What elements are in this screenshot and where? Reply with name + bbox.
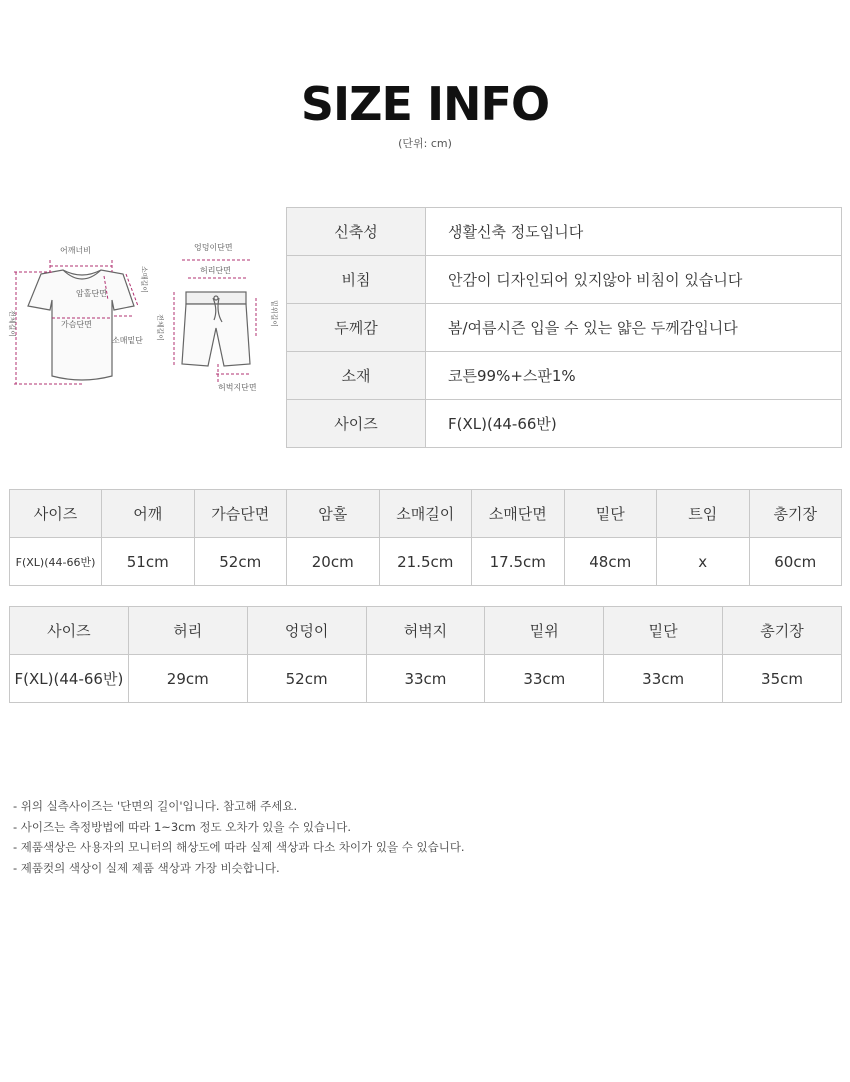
- notes-list: [13, 796, 465, 878]
- info-row: [287, 352, 842, 400]
- table-cell: 35cm: [723, 655, 842, 703]
- header-cell: 밑위: [485, 607, 604, 655]
- header-cell: 사이즈: [10, 607, 129, 655]
- table-header-row: [10, 607, 842, 655]
- info-value: 생활신축 정도입니다: [426, 208, 842, 256]
- top-size-table: [9, 489, 842, 586]
- info-label: 사이즈: [287, 400, 426, 448]
- table-cell: F(XL)(44-66반): [10, 538, 102, 586]
- page-title: SIZE INFO: [300, 77, 550, 131]
- info-row: [287, 256, 842, 304]
- table-row: [10, 655, 842, 703]
- header-cell: 총기장: [723, 607, 842, 655]
- header-cell: 허벅지: [366, 607, 485, 655]
- bottom-size-table: [9, 606, 842, 703]
- label-shoulder: 어깨너비: [60, 246, 91, 255]
- note-item: - 제품컷의 색상이 실제 제품 색상과 가장 비슷합니다.: [13, 860, 280, 875]
- info-value: F(XL)(44-66반): [426, 400, 842, 448]
- header-cell: 소매길이: [379, 490, 472, 538]
- unit-note: (단위: cm): [398, 137, 452, 150]
- table-cell: 20cm: [287, 538, 380, 586]
- header-cell: 소매단면: [472, 490, 565, 538]
- label-pants-total-length: 전체길이: [156, 314, 164, 342]
- table-row: [10, 538, 842, 586]
- label-thigh: 허벅지단면: [218, 383, 257, 392]
- pants-illustration: [182, 292, 250, 366]
- label-sleeve-length: 소매길이: [140, 266, 148, 294]
- table-cell: 60cm: [749, 538, 842, 586]
- info-row: [287, 304, 842, 352]
- table-cell: 29cm: [128, 655, 247, 703]
- table-cell: 48cm: [564, 538, 657, 586]
- header-cell: 엉덩이: [247, 607, 366, 655]
- label-top-total-length: 전체길이: [8, 310, 16, 338]
- header-cell: 트임: [657, 490, 750, 538]
- info-label: 소재: [287, 352, 426, 400]
- label-armhole: 암홀단면: [76, 289, 107, 298]
- label-chest: 가슴단면: [61, 320, 92, 329]
- table-cell: 33cm: [366, 655, 485, 703]
- header-cell: 허리: [128, 607, 247, 655]
- table-header-row: [10, 490, 842, 538]
- table-cell: 33cm: [485, 655, 604, 703]
- note-item: - 사이즈는 측정방법에 따라 1~3cm 정도 오차가 있을 수 있습니다.: [13, 819, 352, 834]
- header-cell: 가슴단면: [194, 490, 287, 538]
- table-cell: 33cm: [604, 655, 723, 703]
- note-item: - 제품색상은 사용자의 모니터의 해상도에 따라 실제 색상과 다소 차이가 있을 수 있습니다.: [13, 840, 465, 854]
- info-row: [287, 208, 842, 256]
- label-hip: 엉덩이단면: [194, 243, 233, 252]
- header-cell: 어깨: [102, 490, 195, 538]
- label-waist: 허리단면: [200, 266, 231, 275]
- product-info-table: [286, 207, 842, 448]
- table-cell: 21.5cm: [379, 538, 472, 586]
- label-sleeve-width: 소매밑단: [112, 336, 143, 345]
- table-cell: 52cm: [247, 655, 366, 703]
- info-value: 봄/여름시즌 입을 수 있는 얇은 두께감입니다: [426, 304, 842, 352]
- info-value: 코튼99%+스판1%: [426, 352, 842, 400]
- header-cell: 밑단: [564, 490, 657, 538]
- info-label: 두께감: [287, 304, 426, 352]
- header-cell: 총기장: [749, 490, 842, 538]
- info-label: 신축성: [287, 208, 426, 256]
- info-label: 비침: [287, 256, 426, 304]
- info-value: 안감이 디자인되어 있지않아 비침이 있습니다: [426, 256, 842, 304]
- size-diagram: [6, 236, 286, 400]
- table-cell: F(XL)(44-66반): [10, 655, 129, 703]
- header-cell: 사이즈: [10, 490, 102, 538]
- header-cell: 암홀: [287, 490, 380, 538]
- info-row: [287, 400, 842, 448]
- table-cell: 51cm: [102, 538, 195, 586]
- table-cell: x: [657, 538, 750, 586]
- label-rise: 밑위길이: [270, 300, 278, 328]
- note-item: - 위의 실측사이즈는 '단면의 길이'입니다. 참고해 주세요.: [13, 799, 298, 813]
- table-cell: 17.5cm: [472, 538, 565, 586]
- header-cell: 밑단: [604, 607, 723, 655]
- table-cell: 52cm: [194, 538, 287, 586]
